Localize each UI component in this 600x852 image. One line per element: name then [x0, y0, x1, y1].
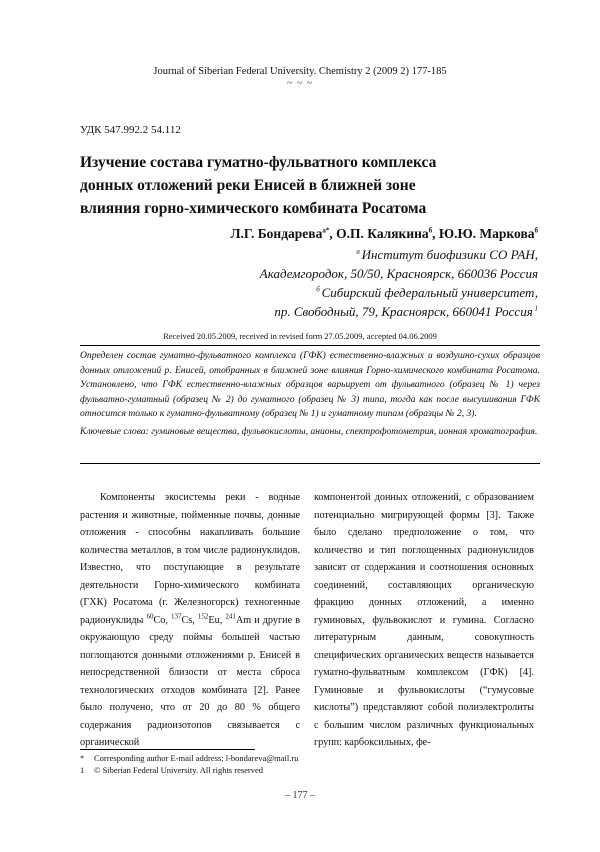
- affiliation-b-line-1: $^б$ Сибирский федеральный университет,: [316, 285, 538, 300]
- isotope-mass-number: 137: [171, 612, 182, 621]
- affiliation-a-line-1: $^а$ Институт биофизики СО РАН,: [356, 247, 538, 262]
- abstract: Определен состав гуматно-фульватного комплекса (ГФК) естественно-влажных и воздушно-сухих образцов донных отложений р. Енисей, отобранных в ближней зоне влияния Горно-химического комбината Росатома. Установлено, что ГФК естественно-влажных образцов варьирует от фульватного (образец № 1) через фульватно-гуматный (образец № 2) до гуматного (образец № 3) типа, тогда как после высушивания ГФК относится только к гуматно-фульватному (образец № 1) и гуматному типам (образцы № 2, 3).: [80, 350, 540, 420]
- author-affiliation-mark: б: [534, 226, 538, 235]
- header-ornament: ~ ~ ~: [286, 78, 314, 89]
- author-separator: ,: [432, 226, 439, 241]
- received-dates: Received 20.05.2009, received in revised form 27.05.2009, accepted 04.06.2009: [163, 331, 437, 341]
- keywords: Ключевые слова: гуминовые вещества, фульвокислоты, анионы, спектрофотометрия, ионная хроматография.: [80, 426, 538, 437]
- affiliation-mark: б: [316, 285, 322, 294]
- author-name: Л.Г. Бондарева: [230, 226, 323, 241]
- author-affiliation-mark: б: [428, 226, 433, 235]
- title-line-1: Изучение состава гуматно-фульватного комплекса: [80, 154, 437, 171]
- author-name: О.П. Калякина: [336, 226, 429, 241]
- body-column-right: компонентой донных отложений, с образованием потенциально мигрирующей формы [3]. Также было сделано предположение о том, что количество и тип поглощенных радионуклидов зависят от содержания и соотношения основных соединений, составляющих органическую фракцию донных отложений, а именно гуминовых, фульвокислот и гумина. Согласно литературным данным, совокупность специфических органических веществ называется гуматно-фульватным комплексом (ГФК) [4]. Гуминовые и фульвокислоты (“гумусовые кислоты”) представляют собой полиэлектролиты с большим числом различных функциональных групп: карбоксильных, фе-: [314, 492, 534, 748]
- affiliation-b-line-2: пр. Свободный, 79, Красноярск, 660041 Россия $^1$: [274, 304, 538, 319]
- article-title: [80, 151, 500, 220]
- udk-code: УДК 547.992.2 54.112: [80, 124, 181, 136]
- author-list: [231, 226, 539, 242]
- footnote-mark: 1: [532, 304, 538, 313]
- author-separator: ,: [329, 226, 337, 241]
- page-number: – 177 –: [285, 790, 315, 801]
- body-column-left: Компоненты экосистемы реки - водные растения и животные, пойменные почвы, донные отложения - способны накапливать большие количества металлов, в том числе радионуклидов. Известно, что поступающие в результате деятельности Горно-химического комбината (ГХК) Росатома (г. Железногорск) техногенные радионуклиды $^{60}$Co, $^{137}$Cs, $^{152}$Eu, $^{241}$Am и другие в окружающую среду поймы большей частью поглощаются донными отложениями р. Енисей в непосредственной близости от места сброса технологических отходов комбината [2]. Ранее было получено, что от 20 до 80 % общего содержания радиоизотопов связывается с органической: [80, 492, 301, 748]
- footnote-mark: 1: [80, 765, 85, 775]
- isotope-mass-number: 60: [146, 612, 154, 621]
- footnote-rule: [80, 749, 255, 750]
- footnote-mark: *: [80, 753, 85, 763]
- abstract-bottom-rule: [80, 463, 540, 464]
- footnote-corresponding-author: * Corresponding author E-mail address: l-bondareva@mail.ru: [80, 753, 299, 763]
- affiliation-a-line-2: Академгородок, 50/50, Красноярск, 660036 Россия: [259, 266, 538, 281]
- title-line-3: влияния горно-химического комбината Росатома: [80, 200, 427, 217]
- author-name: Ю.Ю. Маркова: [438, 226, 535, 241]
- isotope-mass-number: 241: [225, 612, 236, 621]
- abstract-top-rule: [80, 345, 540, 346]
- footnote-copyright: 1 © Siberian Federal University. All rights reserved: [80, 765, 264, 775]
- journal-header: Journal of Siberian Federal University. Chemistry 2 (2009 2) 177-185: [153, 66, 447, 77]
- isotope-mass-number: 152: [197, 612, 209, 621]
- affiliation-mark: а: [356, 247, 362, 256]
- author-affiliation-mark: а*: [322, 226, 330, 235]
- title-line-2: донных отложений реки Енисей в ближней зоне: [80, 177, 416, 194]
